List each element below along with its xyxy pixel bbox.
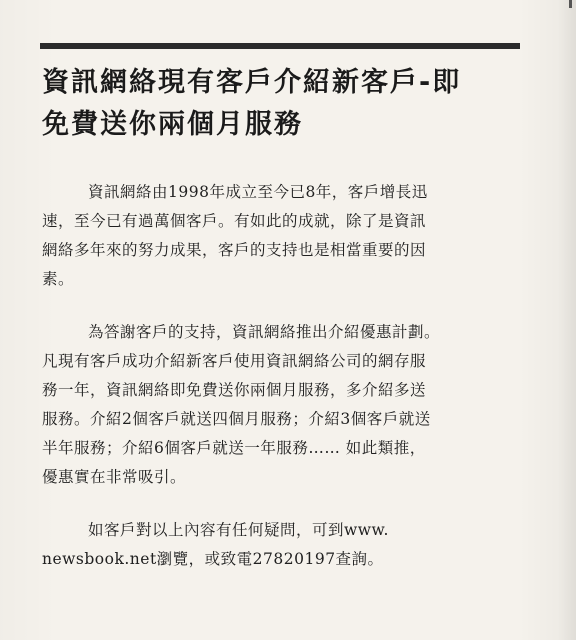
paragraph-line: 資訊網絡由1998年成立至今已8年，客戶增長迅 bbox=[88, 183, 428, 201]
paragraph-line: 如客戶對以上內容有任何疑問，可到www. bbox=[88, 521, 389, 539]
paragraph-line: 凡現有客戶成功介紹新客戶使用資訊網絡公司的網存服 bbox=[42, 352, 427, 370]
paragraph-line: 半年服務；介紹6個客戶就送一年服務…… 如此類推， bbox=[42, 439, 426, 457]
paragraph-line: 素。 bbox=[42, 270, 75, 288]
article-title bbox=[42, 62, 532, 146]
paragraph-line: 網絡多年來的努力成果，客戶的支持也是相當重要的因 bbox=[42, 241, 427, 259]
paragraph-line: 速，至今已有過萬個客戶。有如此的成就，除了是資訊 bbox=[42, 212, 427, 230]
paragraph-line: 服務。介紹2個客戶就送四個月服務；介紹3個客戶就送 bbox=[42, 410, 431, 428]
corner-mark bbox=[569, 0, 572, 8]
header-rule bbox=[40, 43, 520, 49]
paragraph-line: newsbook.net瀏覽，或致電27820197查詢。 bbox=[42, 550, 384, 568]
title-line-1: 資訊網絡現有客戶介紹新客戶-即 bbox=[42, 67, 462, 98]
paragraph-line: 為答謝客戶的支持，資訊網絡推出介紹優惠計劃。 bbox=[88, 323, 441, 341]
paragraph-referral-offer bbox=[42, 318, 520, 492]
title-line-2: 免費送你兩個月服務 bbox=[42, 109, 303, 140]
page-edge-shadow bbox=[558, 0, 576, 640]
paragraph-contact bbox=[42, 516, 520, 574]
paragraph-line: 務一年，資訊網絡即免費送你兩個月服務，多介紹多送 bbox=[42, 381, 427, 399]
paragraph-line: 優惠實在非常吸引。 bbox=[42, 468, 187, 486]
paragraph-history bbox=[42, 178, 520, 294]
